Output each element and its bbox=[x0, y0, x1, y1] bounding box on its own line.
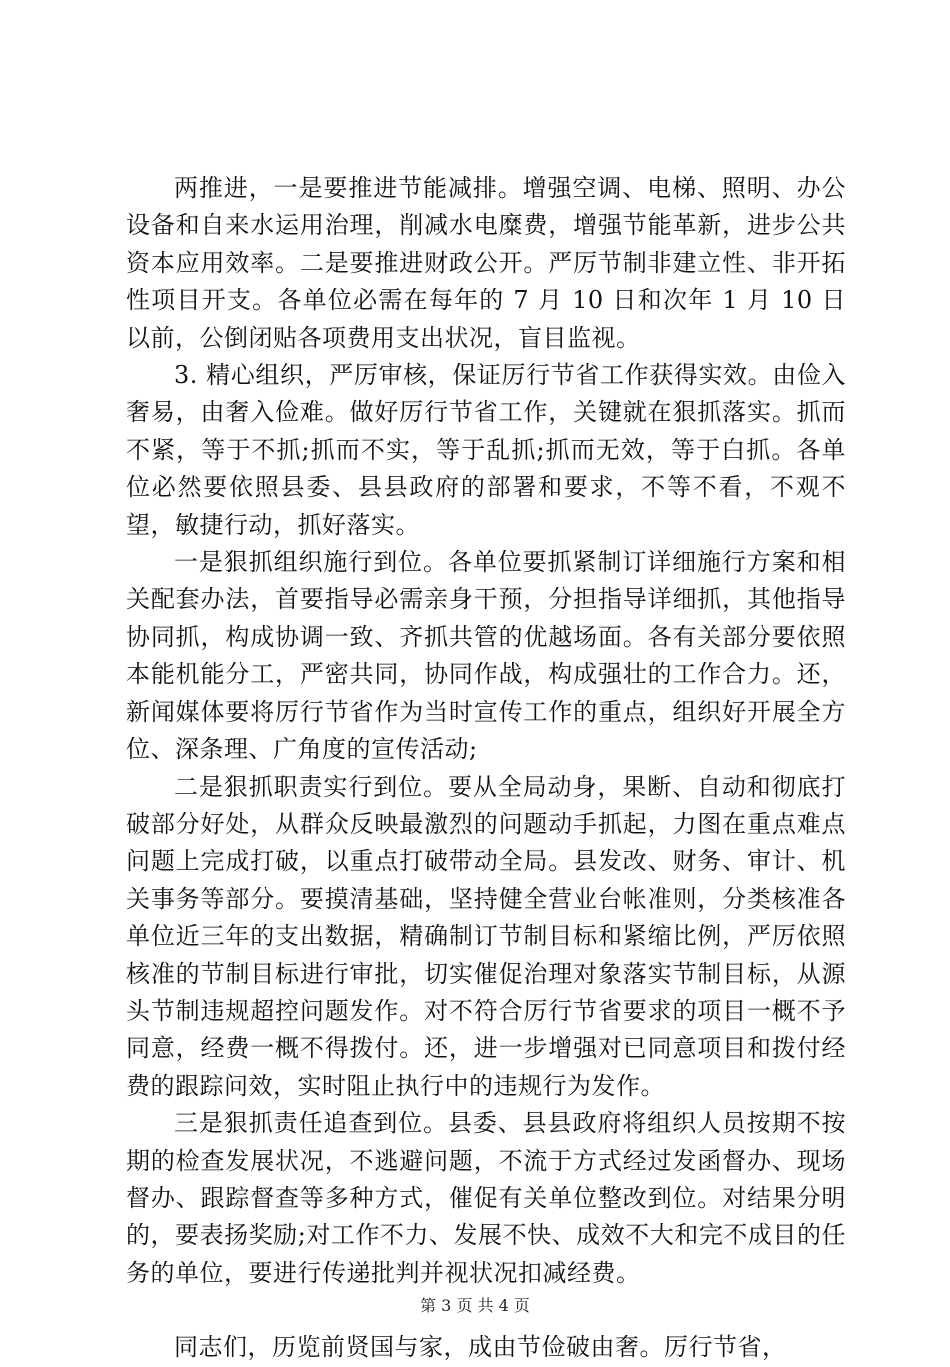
paragraph-responsibility-in-place: 二是狠抓职责实行到位。要从全局动身，果断、自动和彻底打破部分好处，从群众反映最激烈的问题动手抓起，力图在重点难点问题上完成打破，以重点打破带动全局。县发改、财务、审计、机关事务等部分。要摸清基础，坚持健全营业台帐准则，分类核准各单位近三年的支出数据，精确制订节制目标和紧缩比例，严厉依照核准的节制目标进行审批，切实催促治理对象落实节制目标，从源头节制违规超控问题发作。对不符合厉行节省要求的项目一概不予同意，经费一概不得拨付。还，进一步增强对已同意项目和拨付经费的跟踪问效，实时阻止执行中的违规行为发作。 bbox=[126, 772, 846, 1100]
paragraph-two-promotions: 两推进，一是要推进节能减排。增强空调、电梯、照明、办公设备和自来水运用治理，削减水电糜费，增强节能革新，进步公共资本应用效率。二是要推进财政公开。严厉节制非建立性、非开拓性项目开支。各单位必需在每年的 7 月 10 日和次年 1 月 10 日以前，公倒闭贴各项费用支出状况，盲目监视。 bbox=[126, 174, 846, 352]
document-body bbox=[126, 170, 846, 1367]
page-number-footer: 第 3 页 共 4 页 bbox=[420, 1296, 530, 1315]
paragraph-careful-organization: 3. 精心组织，严厉审核，保证厉行节省工作获得实效。由俭入奢易，由奢入俭难。做好厉行节省工作，关键就在狠抓落实。抓而不紧，等于不抓;抓而不实，等于乱抓;抓而无效，等于白抓。各单位必然要依照县委、县县政府的部署和要求，不等不看，不观不望，敏捷行动，抓好落实。 bbox=[126, 361, 846, 539]
paragraph-comrades: 同志们，历览前贤国与家，成由节俭破由奢。厉行节省， bbox=[174, 1333, 787, 1362]
paragraph-accountability-in-place: 三是狠抓责任追查到位。县委、县县政府将组织人员按期不按期的检查发展状况，不逃避问题，不流于方式经过发函督办、现场督办、跟踪督查等多种方式，催促有关单位整改到位。对结果分明的，要表扬奖励;对工作不力、发展不快、成效不大和完不成目的任务的单位，要进行传递批判并视状况扣减经费。 bbox=[126, 1109, 846, 1287]
paragraph-organization-in-place: 一是狠抓组织施行到位。各单位要抓紧制订详细施行方案和相关配套办法，首要指导必需亲身干预，分担指导详细抓，其他指导协同抓，构成协调一致、齐抓共管的优越场面。各有关部分要依照本能机能分工，严密共同，协同作战，构成强壮的工作合力。还，新闻媒体要将厉行节省作为当时宣传工作的重点，组织好开展全方位、深条理、广角度的宣传活动; bbox=[126, 548, 846, 764]
